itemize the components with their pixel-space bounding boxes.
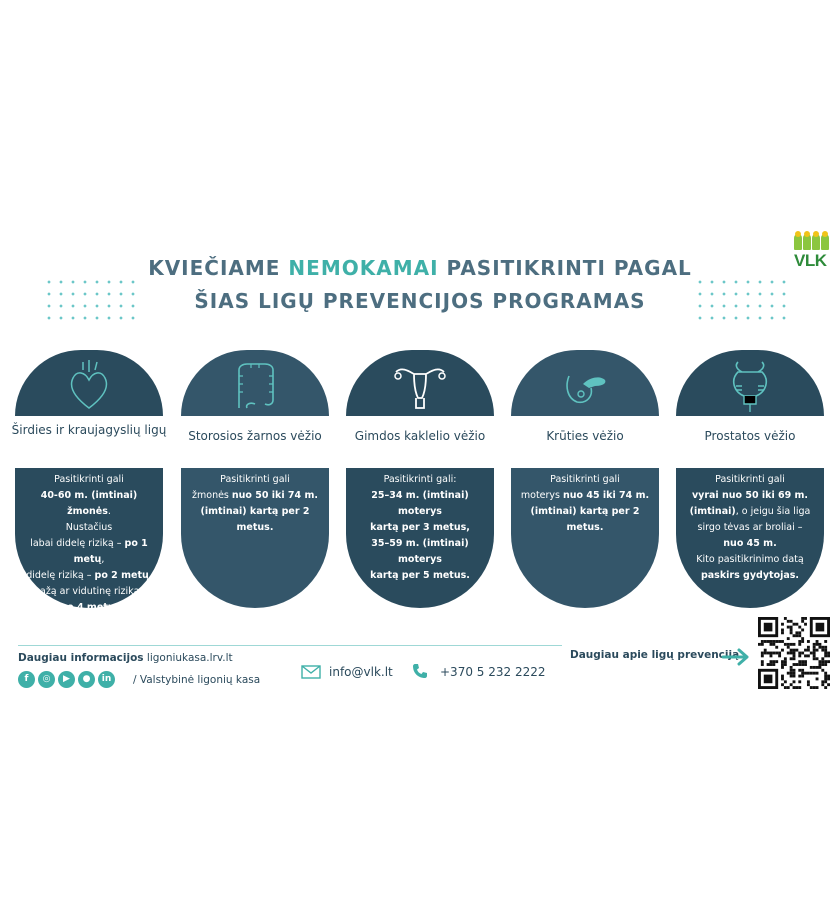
phone-icon <box>412 663 428 679</box>
detail-segment: Pasitikrinti gali <box>54 474 124 485</box>
detail-segment: nuo 45 m. <box>723 538 777 549</box>
youtube-icon[interactable]: ▶ <box>58 671 75 688</box>
detail-segment: Pasitikrinti gali: <box>383 474 457 485</box>
detail-line <box>187 472 323 488</box>
detail-segment: kartą per 5 metus. <box>370 570 470 581</box>
detail-segment: Nustačius <box>65 522 113 533</box>
detail-line <box>682 520 818 536</box>
program-icon-dome <box>181 350 329 416</box>
detail-segment: moterys <box>520 490 564 501</box>
title-line2: ŠIAS LIGŲ PREVENCIJOS PROGRAMAS <box>194 289 646 313</box>
breast-icon <box>555 356 615 414</box>
detail-segment: Pasitikrinti gali <box>220 474 290 485</box>
mail-icon <box>301 665 321 679</box>
program-title: Storosios žarnos vėžio <box>188 429 322 443</box>
more-link-text: Daugiau apie ligų prevenciją <box>570 649 740 661</box>
vlk-logo <box>794 234 832 272</box>
program-details <box>511 468 659 608</box>
title-highlight: NEMOKAMAI <box>288 256 439 280</box>
detail-line <box>21 488 157 520</box>
detail-line <box>21 536 157 568</box>
detail-segment: kartą per 3 metus, <box>370 522 470 533</box>
detail-segment: žmonės <box>192 490 232 501</box>
detail-line <box>21 472 157 488</box>
detail-line <box>517 488 653 504</box>
uterus-icon <box>390 356 450 414</box>
detail-segment: Pasitikrinti gali <box>715 474 785 485</box>
dot-pattern-left <box>43 276 139 320</box>
detail-segment: nuo 50 iki 74 m. <box>231 490 318 501</box>
program-title: Širdies ir kraujagyslių ligų <box>11 423 167 437</box>
program-icon-dome <box>676 350 824 416</box>
heart-icon <box>59 356 119 414</box>
detail-segment: metus. <box>236 522 274 533</box>
program-details <box>15 468 163 613</box>
prostate-icon <box>720 356 780 414</box>
detail-segment: , <box>148 570 152 581</box>
detail-line <box>682 536 818 552</box>
detail-line <box>682 488 818 504</box>
detail-line <box>21 568 157 584</box>
info-link[interactable]: ligoniukasa.lrv.lt <box>146 652 233 664</box>
detail-line <box>682 504 818 520</box>
email[interactable]: info@vlk.lt <box>329 665 393 679</box>
facebook-icon[interactable]: f <box>18 671 35 688</box>
title-part2: PASITIKRINTI PAGAL <box>438 256 692 280</box>
program-icon-dome <box>511 350 659 416</box>
detail-segment: po 2 metų <box>94 570 149 581</box>
detail-segment: nuo 45 iki 74 m. <box>563 490 650 501</box>
detail-segment: vyrai nuo 50 iki 69 m. <box>691 490 809 501</box>
detail-line <box>187 520 323 536</box>
detail-segment: (imtinai) <box>689 506 736 517</box>
program-details <box>346 468 494 608</box>
program-title: Prostatos vėžio <box>704 429 796 443</box>
detail-segment: po 4 metų <box>60 602 115 613</box>
detail-segment: . <box>107 506 111 517</box>
detail-segment: , <box>101 554 105 565</box>
detail-line <box>682 472 818 488</box>
detail-segment: paskirs gydytojas. <box>700 570 800 581</box>
detail-line <box>517 504 653 536</box>
logo-text: VLK <box>794 251 827 270</box>
detail-line <box>352 488 488 520</box>
phone[interactable]: +370 5 232 2222 <box>440 665 546 679</box>
detail-segment: Pasitikrinti gali <box>550 474 620 485</box>
arrow-right-icon <box>721 647 751 667</box>
colon-icon <box>225 356 285 414</box>
org-name: / Valstybinė ligonių kasa <box>133 674 261 686</box>
detail-segment: po 1 metų <box>73 538 148 565</box>
footer-divider <box>18 645 562 646</box>
linkedin-icon[interactable]: in <box>98 671 115 688</box>
program-title: Krūties vėžio <box>546 429 624 443</box>
program-details <box>676 468 824 608</box>
qr-code[interactable] <box>758 617 830 689</box>
title-part1: KVIEČIAME <box>148 256 289 280</box>
program-details <box>181 468 329 608</box>
detail-segment: Kito pasitikrinimo datą <box>696 554 804 565</box>
detail-line <box>21 584 157 600</box>
detail-line <box>352 520 488 536</box>
program-icon-dome <box>346 350 494 416</box>
detail-segment: , o jeigu šia liga <box>735 506 811 517</box>
detail-segment: sirgo tėvas ar broliai – <box>697 522 803 533</box>
program-title: Gimdos kaklelio vėžio <box>354 429 486 443</box>
detail-line <box>187 504 323 520</box>
info-label: Daugiau informacijos <box>18 652 144 664</box>
detail-line <box>517 472 653 488</box>
detail-line <box>352 472 488 488</box>
detail-segment: 35–59 m. (imtinai) moterys <box>371 538 469 565</box>
detail-segment: (imtinai) kartą per 2 <box>200 506 310 517</box>
program-icon-dome <box>15 350 163 416</box>
detail-line <box>682 552 818 568</box>
detail-segment: mažą ar vidutinę riziką – <box>30 586 148 597</box>
detail-segment: 25–34 m. (imtinai) moterys <box>371 490 469 517</box>
flickr-icon[interactable]: ● <box>78 671 95 688</box>
detail-line <box>352 536 488 568</box>
detail-line <box>21 600 157 616</box>
info-text <box>18 652 233 664</box>
more-link[interactable] <box>570 649 739 661</box>
detail-line <box>352 568 488 584</box>
social-icons <box>18 671 115 688</box>
detail-line <box>21 520 157 536</box>
page-title <box>130 252 710 318</box>
detail-segment: didelę riziką – <box>26 570 95 581</box>
detail-segment: . <box>114 602 118 613</box>
detail-segment: labai didelę riziką – <box>30 538 125 549</box>
instagram-icon[interactable]: ◎ <box>38 671 55 688</box>
detail-segment: 40-60 m. (imtinai) žmonės <box>40 490 138 517</box>
detail-line <box>187 488 323 504</box>
detail-segment: (imtinai) kartą per 2 metus. <box>530 506 640 533</box>
detail-line <box>682 568 818 584</box>
